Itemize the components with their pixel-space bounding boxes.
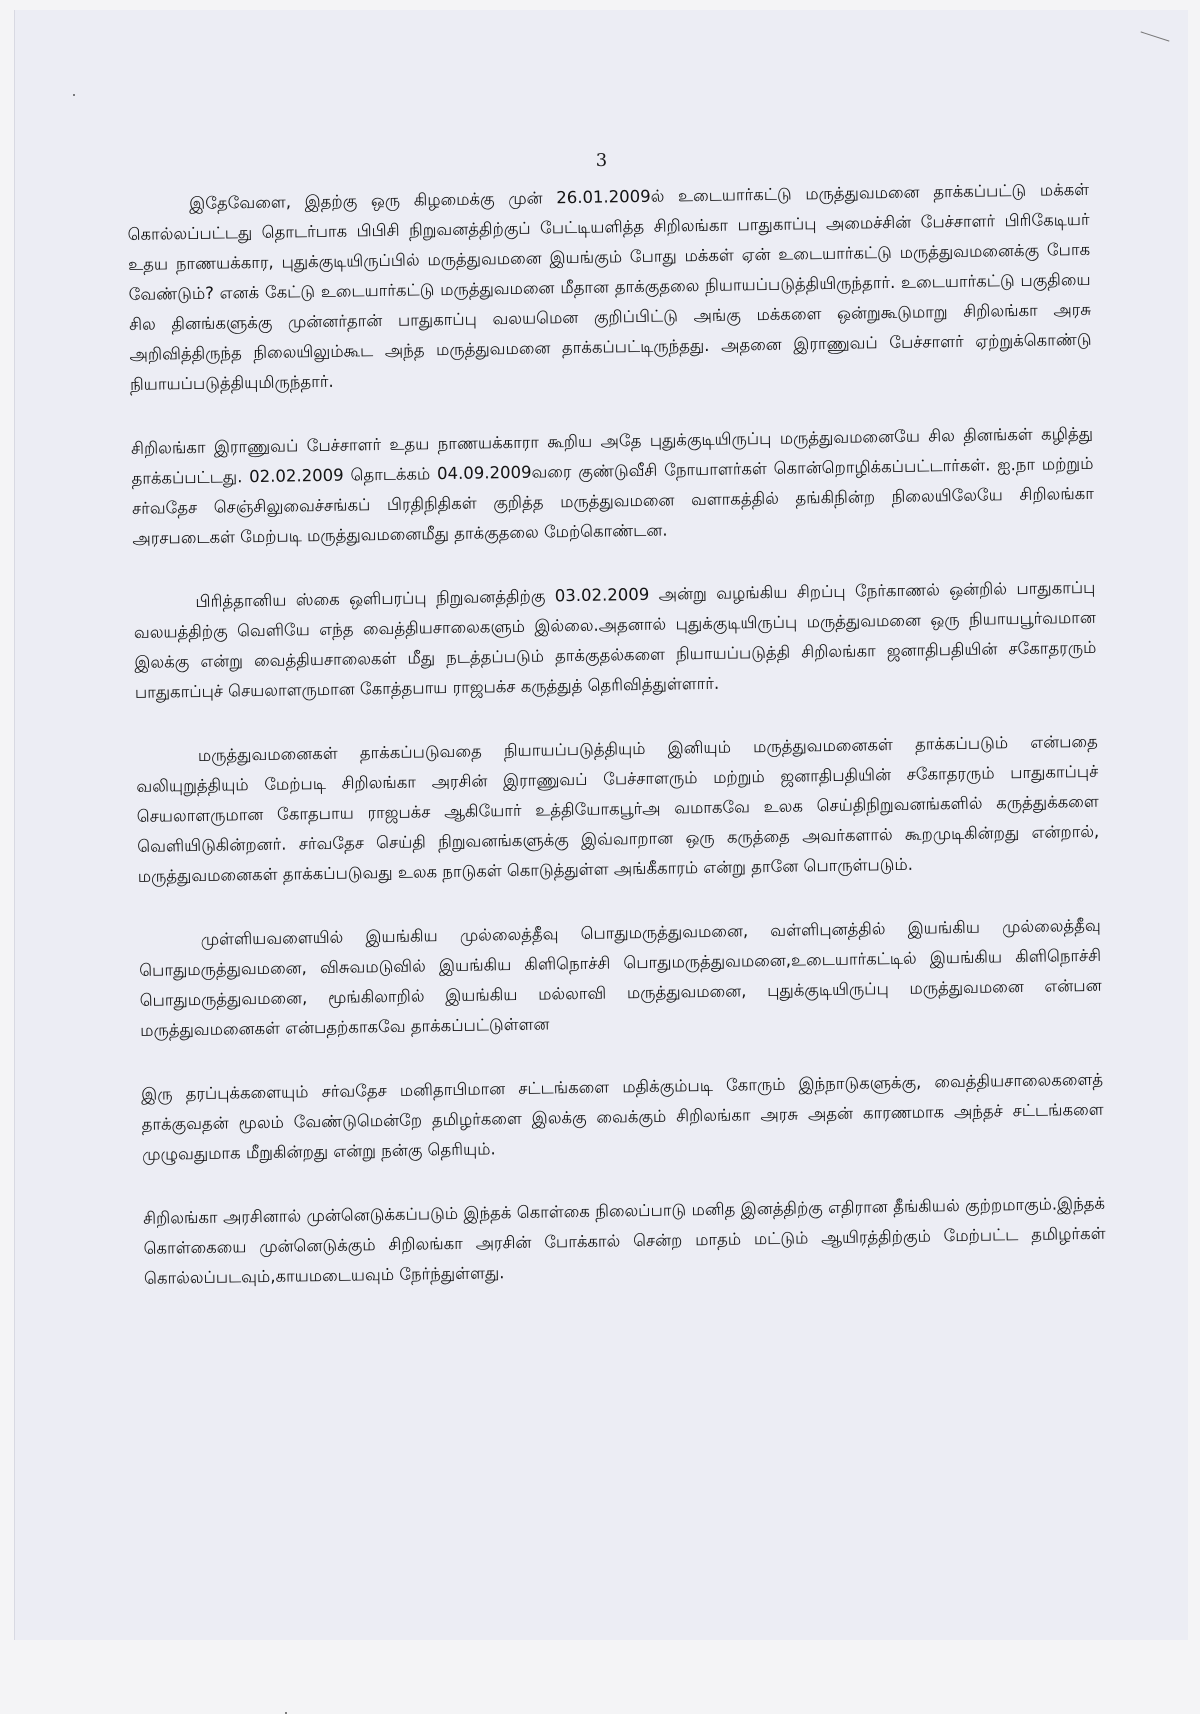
paragraph-2: சிறிலங்கா இராணுவப் பேச்சாளர் உதய நாணயக்காரா கூறிய அதே புதுக்குடியிருப்பு மருத்துவமனையே சில தினங்கள் கழித்து தாக்கப்பட்டது. 02.02.2009 தொடக்கம் 04.09.2009வரை குண்டுவீசி நோயாளர்கள் கொன்றொழிக்கப்பட்டார்கள். ஐ.நா மற்றும் சர்வதேச செஞ்சிலுவைச்சங்கப் பிரதிநிதிகள் குறித்த மருத்துவமனை வளாகத்தில் தங்கிநின்ற நிலையிலேயே சிறிலங்கா அரசபடைகள் மேற்படி மருத்துவமனைமீது தாக்குதலை மேற்கொண்டன. bbox=[130, 423, 1095, 548]
document-body bbox=[127, 175, 1107, 1328]
scan-speck bbox=[73, 94, 75, 96]
paragraph-1: இதேவேளை, இதற்கு ஒரு கிழமைக்கு முன் 26.01.2009ல் உடையார்கட்டு மருத்துவமனை தாக்கப்பட்டு மக்கள் கொல்லப்பட்டது தொடர்பாக பிபிசி நிறுவனத்திற்குப் பேட்டியளித்த சிறிலங்கா பாதுகாப்பு அமைச்சின் பேச்சாளர் பிரிகேடியர் உதய நாணயக்கார, புதுக்குடியிருப்பில் மருத்துவமனை இயங்கும் போது மக்கள் ஏன் உடையார்கட்டு மருத்துவமனைக்கு போக வேண்டும்? எனக் கேட்டு உடையார்கட்டு மருத்துவமனை மீதான தாக்குதலை நியாயப்படுத்தியிருந்தார். உடையார்கட்டு பகுதியை சில தினங்களுக்கு முன்னர்தான் பாதுகாப்பு வலயமென குறிப்பிட்டு அங்கு மக்களை ஒன்றுகூடுமாறு சிறிலங்கா அரசு அறிவித்திருந்த நிலையிலும்கூட அந்த மருத்துவமனை தாக்கப்பட்டிருந்தது. அதனை இராணுவப் பேச்சாளர் ஏற்றுக்கொண்டு நியாயப்படுத்தியுமிருந்தார். bbox=[127, 179, 1092, 394]
paragraph-6: இரு தரப்புக்களையும் சர்வதேச மனிதாபிமான சட்டங்களை மதிக்கும்படி கோரும் இந்நாடுகளுக்கு, வைத்தியசாலைகளைத் தாக்குவதன் மூலம் வேண்டுமென்றே தமிழர்களை இலக்கு வைக்கும் சிறிலங்கா அரசு அதன் காரணமாக அந்தச் சட்டங்களை முழுவதுமாக மீறுகின்றது என்று நன்கு தெரியும். bbox=[141, 1069, 1104, 1164]
paragraph-3: பிரித்தானிய ஸ்கை ஒளிபரப்பு நிறுவனத்திற்கு 03.02.2009 அன்று வழங்கிய சிறப்பு நேர்காணல் ஒன்றில் பாதுகாப்பு வலயத்திற்கு வெளியே எந்த வைத்தியசாலைகளும் இல்லை.அதனால் புதுக்குடியிருப்பு மருத்துவமனை ஒரு நியாயபூர்வமான இலக்கு என்று வைத்தியசாலைகள் மீது நடத்தப்படும் தாக்குதல்களை நியாயப்படுத்தி சிறிலங்கா ஜனாதிபதியின் சகோதரரும் பாதுகாப்புச் செயலாளருமான கோத்தபாய ராஜபக்ச கருத்துத் தெரிவித்துள்ளார். bbox=[133, 577, 1097, 702]
paragraph-5: முள்ளியவளையில் இயங்கிய முல்லைத்தீவு பொதுமருத்துவமனை, வள்ளிபுனத்தில் இயங்கிய முல்லைத்தீவு பொதுமருத்துவமனை, விசுவமடுவில் இயங்கிய கிளிநொச்சி பொதுமருத்துவமனை,உடையார்கட்டில் இயங்கிய கிளிநொச்சி பொதுமருத்துவமனை, மூங்கிலாறில் இயங்கிய மல்லாவி மருத்துவமனை, புதுக்குடியிருப்பு மருத்துவமனை என்பன மருத்துவமனைகள் என்பதற்காகவே தாக்கப்பட்டுள்ளன bbox=[139, 915, 1102, 1040]
paragraph-7: சிறிலங்கா அரசினால் முன்னெடுக்கப்படும் இந்தக் கொள்கை நிலைப்பாடு மனித இனத்திற்கு எதிரான தீங்கியல் குற்றமாகும்.இந்தக் கொள்கையை முன்னெடுக்கும் சிறிலங்கா அரசின் போக்கால் சென்ற மாதம் மட்டும் ஆயிரத்திற்கும் மேற்பட்ட தமிழர்கள் கொல்லப்படவும்,காயமடையவும் நேர்ந்துள்ளது. bbox=[143, 1193, 1106, 1288]
paragraph-4: மருத்துவமனைகள் தாக்கப்படுவதை நியாயப்படுத்தியும் இனியும் மருத்துவமனைகள் தாக்கப்படும் என்பதை வலியுறுத்தியும் மேற்படி சிறிலங்கா அரசின் இராணுவப் பேச்சாளரும் மற்றும் ஜனாதிபதியின் சகோதரரும் பாதுகாப்புச் செயலாளருமான கோதபாய ராஜபக்ச ஆகியோர் உத்தியோகபூர்அ வமாகவே உலக செய்திநிறுவனங்களில் கருத்துக்களை வெளியிடுகின்றனர். சர்வதேச செய்தி நிறுவனங்களுக்கு இவ்வாறான ஒரு கருத்தை அவர்களால் கூறமுடிகின்றது என்றால், மருத்துவமனைகள் தாக்கப்படுவது உலக நாடுகள் கொடுத்துள்ள அங்கீகாரம் என்று தானே பொருள்படும். bbox=[136, 731, 1100, 886]
scan-artifact bbox=[1141, 31, 1170, 41]
document-page bbox=[14, 10, 1188, 1640]
page-number: 3 bbox=[595, 150, 608, 171]
